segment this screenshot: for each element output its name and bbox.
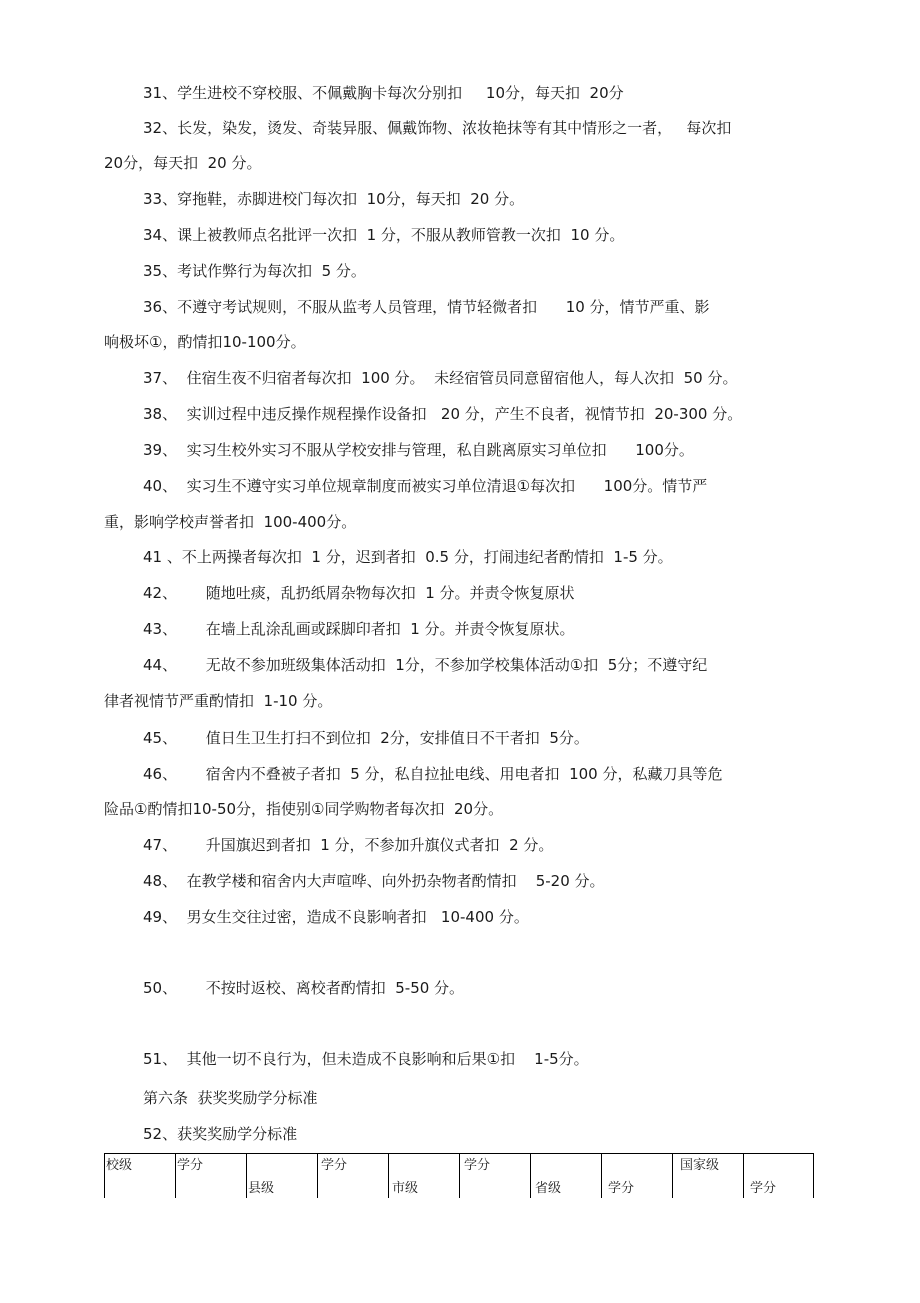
table-border	[601, 1154, 602, 1198]
table-border	[743, 1154, 744, 1198]
rule-39: 39、 实习生校外实习不服从学校安排与管理，私自跳离原实习单位扣 100分。	[143, 441, 694, 459]
table-border	[813, 1154, 814, 1198]
table-border	[246, 1154, 247, 1198]
rule-32-cont: 20分，每天扣 20 分。	[104, 154, 262, 172]
table-border	[672, 1154, 673, 1198]
table-cell: 学分	[177, 1158, 204, 1173]
table-cell: 学分	[750, 1181, 777, 1196]
rule-44-cont: 律者视情节严重酌情扣 1-10 分。	[104, 692, 333, 710]
table-border	[317, 1154, 318, 1198]
rule-46: 46、 宿舍内不叠被子者扣 5 分，私自拉扯电线、用电者扣 100 分，私藏刀具等危	[143, 765, 723, 783]
table-border	[175, 1154, 176, 1198]
rule-48: 48、 在教学楼和宿舍内大声喧哗、向外扔杂物者酌情扣 5-20 分。	[143, 872, 605, 890]
rule-41: 41 、不上两操者每次扣 1 分，迟到者扣 0.5 分，打闹违纪者酌情扣 1-5 分。	[143, 548, 673, 566]
table-cell: 省级	[535, 1181, 562, 1196]
rule-35: 35、考试作弊行为每次扣 5 分。	[143, 262, 366, 280]
rule-38: 38、 实训过程中违反操作规程操作设备扣 20 分，产生不良者，视情节扣 20-300 分。	[143, 405, 743, 423]
rule-52: 52、获奖奖励学分标准	[143, 1125, 298, 1143]
table-border	[459, 1154, 460, 1198]
rule-33: 33、穿拖鞋，赤脚进校门每次扣 10分，每天扣 20 分。	[143, 190, 525, 208]
table-border	[388, 1154, 389, 1198]
table-cell: 学分	[464, 1158, 491, 1173]
rule-31: 31、学生进校不穿校服、不佩戴胸卡每次分别扣 10分，每天扣 20分	[143, 84, 624, 102]
table-cell: 国家级	[680, 1158, 720, 1173]
section-heading: 第六条 获奖奖励学分标准	[143, 1089, 318, 1107]
rule-51: 51、 其他一切不良行为，但未造成不良影响和后果①扣 1-5分。	[143, 1050, 589, 1068]
table-cell: 校级	[106, 1158, 133, 1173]
table-border	[530, 1154, 531, 1198]
rule-36: 36、不遵守考试规则，不服从监考人员管理，情节轻微者扣 10 分，情节严重、影	[143, 298, 710, 316]
rule-40-cont: 重，影响学校声誉者扣 100-400分。	[104, 513, 357, 531]
rule-46-cont: 险品①酌情扣10-50分，指使别①同学购物者每次扣 20分。	[104, 800, 504, 818]
rule-50: 50、 不按时返校、离校者酌情扣 5-50 分。	[143, 979, 465, 997]
rule-43: 43、 在墙上乱涂乱画或踩脚印者扣 1 分。并责令恢复原状。	[143, 620, 575, 638]
rule-44: 44、 无故不参加班级集体活动扣 1分，不参加学校集体活动①扣 5分；不遵守纪	[143, 656, 708, 674]
rule-34: 34、课上被教师点名批评一次扣 1 分，不服从教师管教一次扣 10 分。	[143, 226, 625, 244]
rule-42: 42、 随地吐痰，乱扔纸屑杂物每次扣 1 分。并责令恢复原状	[143, 584, 575, 602]
rule-49: 49、 男女生交往过密，造成不良影响者扣 10-400 分。	[143, 908, 529, 926]
rule-45: 45、 值日生卫生打扫不到位扣 2分，安排值日不干者扣 5分。	[143, 729, 589, 747]
table-cell: 学分	[321, 1158, 348, 1173]
table-cell: 市级	[392, 1181, 419, 1196]
table-cell: 学分	[608, 1181, 635, 1196]
rule-36-cont: 响极坏①，酌情扣10-100分。	[104, 333, 306, 351]
rule-47: 47、 升国旗迟到者扣 1 分，不参加升旗仪式者扣 2 分。	[143, 836, 554, 854]
table-border	[104, 1154, 105, 1198]
rule-37: 37、 住宿生夜不归宿者每次扣 100 分。 未经宿管员同意留宿他人，每人次扣 50 分。	[143, 369, 738, 387]
rule-40: 40、 实习生不遵守实习单位规章制度而被实习单位清退①每次扣 100分。情节严	[143, 477, 708, 495]
rule-32: 32、长发，染发，烫发、奇装异服、佩戴饰物、浓妆艳抹等有其中情形之一者， 每次扣	[143, 119, 732, 137]
award-credit-table	[104, 1153, 814, 1198]
table-cell: 县级	[248, 1181, 275, 1196]
